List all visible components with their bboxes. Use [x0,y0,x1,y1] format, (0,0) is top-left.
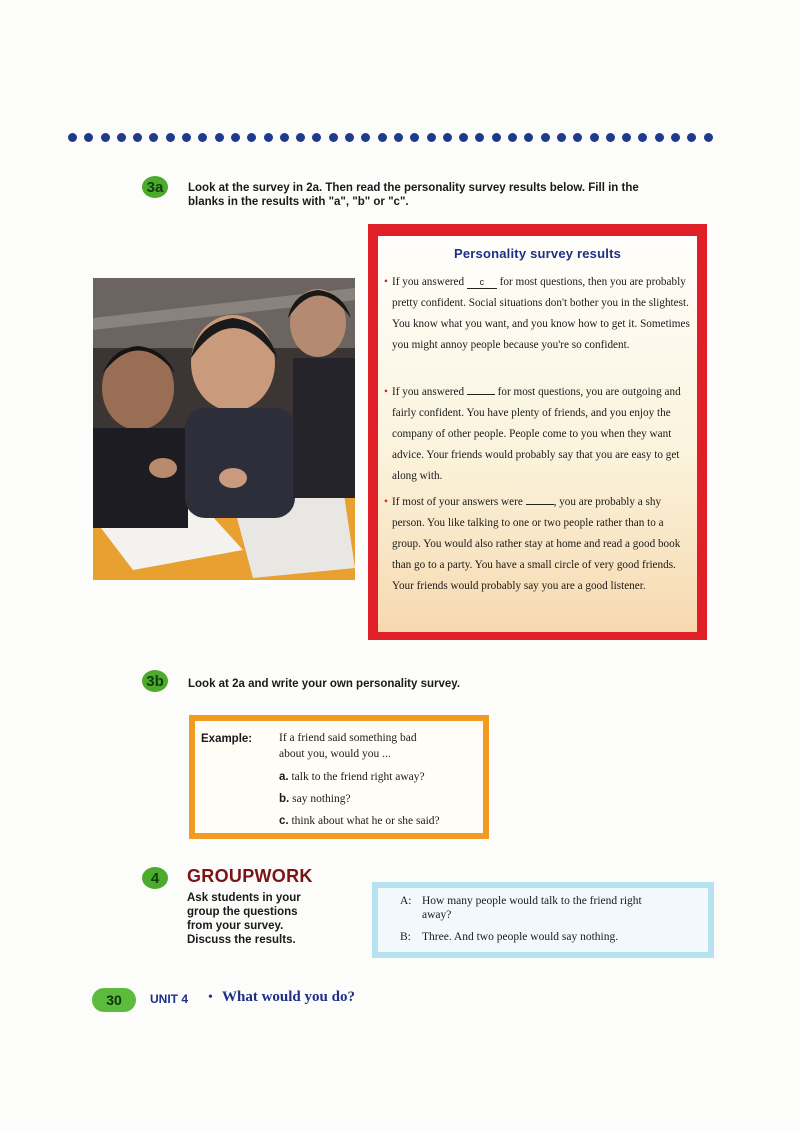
divider-dot [198,133,207,142]
example-option-a [279,769,425,785]
example-question-line1: If a friend said something bad [279,732,417,744]
divider-dot [280,133,289,142]
option-c-letter: c. [279,815,289,827]
exercise-3a-number: 3a [146,178,164,196]
result-item-1 [384,272,690,356]
answer-blank-3[interactable] [526,504,554,505]
divider-dot [671,133,680,142]
option-a-text: talk to the friend right away? [291,771,425,783]
divider-dot [508,133,517,142]
divider-dot [394,133,403,142]
divider-dot [475,133,484,142]
groupwork-line-1: Ask students in your [187,892,301,904]
answer-blank-2[interactable] [467,394,495,395]
divider-dot [329,133,338,142]
divider-dot [590,133,599,142]
divider-dot [557,133,566,142]
result-item-2 [384,382,690,487]
option-c-text: think about what he or she said? [291,815,440,827]
survey-results-box [368,224,707,640]
exercise-3a-badge [142,176,168,198]
divider-dot [606,133,615,142]
divider-dot [345,133,354,142]
example-option-b [279,791,351,807]
example-label: Example: [201,733,253,745]
groupwork-line-3: from your survey. [187,920,284,932]
divider-dot [166,133,175,142]
result-3-pre: If most of your answers were [392,496,523,508]
divider-dot [459,133,468,142]
students-photo [93,278,355,580]
survey-results-title: Personality survey results [453,246,622,261]
divider-dot [101,133,110,142]
unit-title: What would you do? [222,989,355,1005]
result-1-pre: If you answered [392,276,465,288]
divider-dot [638,133,647,142]
divider-dot [149,133,158,142]
dialog-a-line2: away? [422,909,452,921]
dialog-b-line: Three. And two people would say nothing. [422,931,619,943]
result-2-pre: If you answered [392,386,465,398]
example-box [189,715,489,839]
answer-blank-1[interactable]: c [467,276,497,289]
example-panel [195,721,483,833]
option-a-letter: a. [279,771,289,783]
divider-dot [622,133,631,142]
divider-dot [68,133,77,142]
survey-results-panel [378,236,697,632]
divider-dot [687,133,696,142]
divider-dot [231,133,240,142]
groupwork-instructions [187,891,357,947]
groupwork-line-4: Discuss the results. [187,934,296,946]
result-1-post: for most questions, then you are probably pretty confident. Social situations don't bother you in the slightest. You know what you want, and you know how to get it. Sometimes you might annoy people because you're so confident. [392,276,690,351]
exercise-3a-instruction: Look at the survey in 2a. Then read the personality survey results below. Fill in the blanks in the results with "a", "b" or "c". [188,182,639,208]
dialog-box [372,882,714,958]
bullet-icon: • [384,276,388,288]
divider-dot [215,133,224,142]
result-2-post: for most questions, you are outgoing and fairly confident. You have plenty of friends, and you enjoy the company of other people. People come to you when they want advice. Your friends would probably say that you are easy to get along with. [392,386,681,482]
unit-label: UNIT 4 [150,992,189,1006]
option-b-letter: b. [279,793,290,805]
divider-dot [524,133,533,142]
dialog-a-line1: How many people would talk to the friend right [422,895,642,907]
example-question-line2: about you, would you ... [279,748,391,760]
divider-dot [704,133,713,142]
divider-dot [378,133,387,142]
divider-dot [361,133,370,142]
speaker-a: A: [400,895,412,907]
divider-dot [410,133,419,142]
page-number: 30 [92,988,136,1012]
divider-dot [427,133,436,142]
dotted-divider [68,128,730,144]
exercise-3b-instruction: Look at 2a and write your own personality survey. [188,678,461,690]
divider-dot [264,133,273,142]
dialog-panel [378,888,708,952]
divider-dot [573,133,582,142]
divider-dot [117,133,126,142]
divider-dot [84,133,93,142]
exercise-4-number: 4 [150,869,160,887]
speaker-b: B: [400,931,411,943]
divider-dot [541,133,550,142]
divider-dot [247,133,256,142]
divider-dot [182,133,191,142]
divider-dot [296,133,305,142]
divider-dot [655,133,664,142]
result-item-3 [384,492,690,597]
divider-dot [133,133,142,142]
example-option-c [279,813,440,829]
exercise-3b-badge [142,670,168,692]
option-b-text: say nothing? [292,793,351,805]
bullet-icon: • [384,386,388,398]
divider-dot [492,133,501,142]
result-3-post: , you are probably a shy person. You like talking to one or two people rather than to a group. You would also rather stay at home and read a good book than go to a party. You have a small circle of very good friends. Your friends would probably say you are a good listener. [392,496,681,592]
groupwork-line-2: group the questions [187,906,298,918]
bullet-icon: • [384,496,388,508]
exercise-4-badge [142,867,168,889]
unit-separator: • [208,990,213,1005]
divider-dot [443,133,452,142]
divider-dot [312,133,321,142]
groupwork-title: GROUPWORK [187,866,313,886]
exercise-3b-number: 3b [146,672,164,690]
